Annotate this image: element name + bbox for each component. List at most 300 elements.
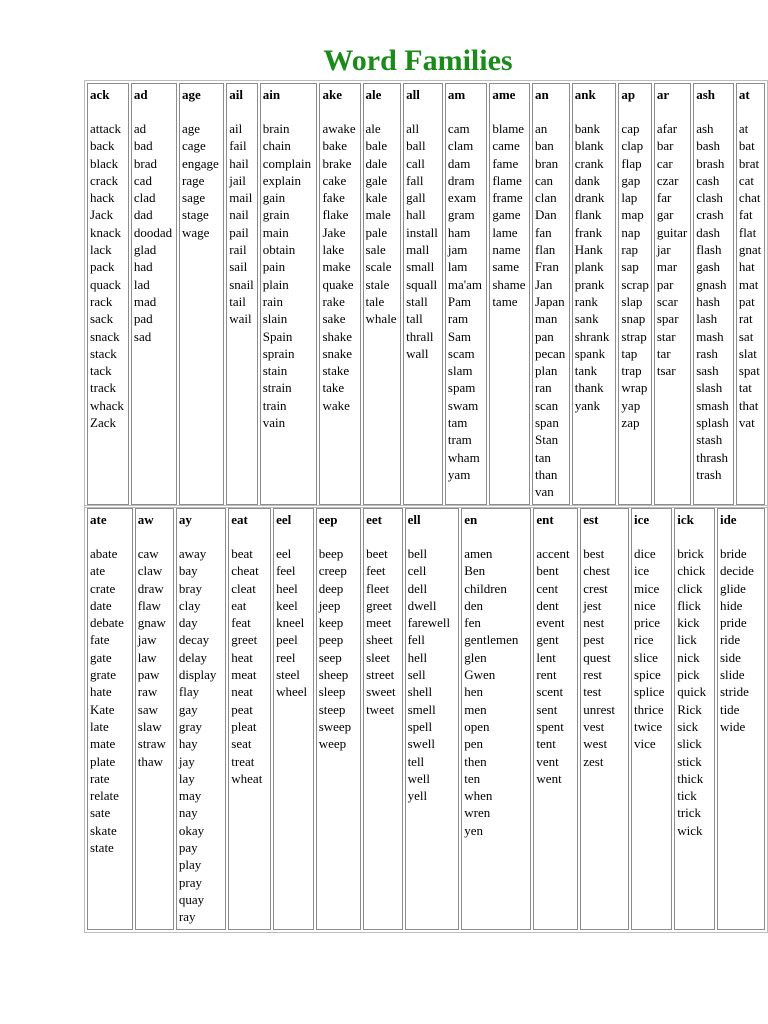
word-item: bray <box>178 580 202 596</box>
word-item: male <box>365 207 391 223</box>
word-item: delay <box>178 649 208 665</box>
word-family-column-ash <box>693 83 734 505</box>
word-item: than <box>535 466 558 482</box>
word-item: yap <box>621 397 641 413</box>
word-item: gentlemen <box>464 632 519 648</box>
word-item: keep <box>318 615 344 631</box>
word-item: wham <box>447 449 480 465</box>
word-item: slick <box>677 736 702 752</box>
column-header: eet <box>366 512 382 527</box>
column-header: ail <box>229 87 243 102</box>
word-item: crate <box>90 580 116 596</box>
word-item: fleet <box>366 580 390 596</box>
column-header: est <box>583 512 599 527</box>
column-header: ide <box>719 512 737 527</box>
table-row <box>87 508 765 930</box>
column-header: am <box>447 87 466 102</box>
word-item: peel <box>276 632 298 648</box>
word-item: men <box>464 701 487 717</box>
word-item: wide <box>719 718 746 734</box>
word-item: jam <box>447 242 468 258</box>
word-item: star <box>656 328 676 344</box>
word-item: bar <box>656 138 674 154</box>
word-item: snap <box>621 311 646 327</box>
word-item: peep <box>318 632 344 648</box>
word-item: lake <box>322 242 345 258</box>
word-item: Hank <box>574 242 603 258</box>
word-family-column-eep <box>316 508 361 930</box>
word-item: brat <box>738 155 760 171</box>
word-family-column-ate <box>87 508 133 930</box>
word-item: ad <box>133 121 147 136</box>
word-item: gram <box>447 207 475 223</box>
word-item: lam <box>447 259 468 275</box>
word-item: cap <box>621 121 640 136</box>
word-item: ball <box>406 138 426 154</box>
word-item: scan <box>535 397 559 413</box>
word-item: chest <box>583 563 610 579</box>
word-item: sank <box>574 311 599 327</box>
word-item: par <box>656 276 674 292</box>
word-item: fen <box>464 615 481 631</box>
word-item: grain <box>262 207 290 223</box>
word-item: pest <box>583 632 605 648</box>
word-item: cat <box>738 172 755 188</box>
word-item: dale <box>365 155 388 171</box>
word-item: slat <box>738 345 757 361</box>
word-item: cake <box>322 172 347 188</box>
word-item: exam <box>447 190 477 206</box>
word-item: deep <box>318 580 344 596</box>
word-item: back <box>90 138 115 154</box>
word-item: blank <box>574 138 604 154</box>
word-item: away <box>178 546 207 561</box>
column-header: ell <box>407 512 421 527</box>
word-item: ma'am <box>447 276 483 292</box>
word-item: sweep <box>318 718 352 734</box>
word-families-table-top <box>84 80 768 508</box>
word-item: pecan <box>535 345 566 361</box>
word-item: snack <box>90 328 120 344</box>
word-family-column-ain <box>260 83 318 505</box>
word-item: rent <box>536 667 557 683</box>
word-item: Fran <box>535 259 559 275</box>
word-item: street <box>366 667 395 683</box>
word-item: frame <box>492 190 523 206</box>
word-item: hate <box>90 684 112 700</box>
word-item: yank <box>574 397 601 413</box>
word-item: okay <box>178 822 205 838</box>
word-item: flame <box>492 172 522 188</box>
word-item: wake <box>322 397 350 413</box>
word-item: stain <box>262 363 288 379</box>
word-item: flay <box>178 684 200 700</box>
word-item: Pam <box>447 293 472 309</box>
word-item: fake <box>322 190 345 206</box>
word-item: spar <box>656 311 679 327</box>
word-item: jaw <box>137 632 157 648</box>
word-item: rake <box>322 293 345 309</box>
word-item: far <box>656 190 672 206</box>
word-item: feel <box>276 563 296 579</box>
word-item: jeep <box>318 597 341 613</box>
word-item: hell <box>407 649 428 665</box>
word-item: jar <box>656 242 671 258</box>
word-item: gash <box>696 259 721 275</box>
word-item: rail <box>229 242 247 258</box>
word-item: cell <box>407 563 427 579</box>
word-item: zest <box>583 753 604 769</box>
word-item: tide <box>719 701 740 717</box>
word-item: mice <box>634 580 660 596</box>
word-item: tack <box>90 363 112 379</box>
word-family-column-ad <box>131 83 177 505</box>
word-item: tan <box>535 449 551 465</box>
word-item: complain <box>262 155 312 171</box>
word-item: bent <box>536 563 559 579</box>
word-item: beat <box>231 546 253 561</box>
word-family-column-ar <box>654 83 691 505</box>
word-family-column-est <box>580 508 629 930</box>
word-item: bash <box>696 138 721 154</box>
word-item: jay <box>178 753 195 769</box>
word-item: an <box>535 121 548 136</box>
word-item: bran <box>535 155 559 171</box>
word-item: knack <box>90 224 122 240</box>
word-item: jest <box>583 597 602 613</box>
word-item: fan <box>535 224 552 240</box>
word-item: trash <box>696 466 722 482</box>
word-item: clap <box>621 138 644 154</box>
word-item: slaw <box>137 718 162 734</box>
word-item: cheat <box>231 563 259 579</box>
word-family-column-ent <box>533 508 578 930</box>
column-header: ick <box>677 512 694 527</box>
word-item: chick <box>677 563 706 579</box>
word-item: bell <box>407 546 428 561</box>
word-item: pat <box>738 293 755 309</box>
word-item: gent <box>536 632 559 648</box>
word-item: smash <box>696 397 729 413</box>
word-item: whack <box>90 397 124 413</box>
word-item: rage <box>182 172 205 188</box>
word-item: late <box>90 718 109 734</box>
word-item: mail <box>229 190 253 206</box>
word-item: stack <box>90 345 117 361</box>
word-item: tar <box>656 345 671 361</box>
word-item: vat <box>738 415 755 431</box>
word-item: clay <box>178 597 201 613</box>
word-item: gate <box>90 649 112 665</box>
column-header: ad <box>133 87 148 102</box>
word-item: debate <box>90 615 124 631</box>
word-item: all <box>406 121 420 136</box>
word-item: sate <box>90 805 111 821</box>
word-family-column-en <box>461 508 531 930</box>
word-item: zap <box>621 415 640 431</box>
word-item: sweet <box>366 684 396 700</box>
word-item: cam <box>447 121 470 136</box>
word-item: greet <box>366 597 393 613</box>
word-item: price <box>634 615 661 631</box>
column-header: ack <box>90 87 110 102</box>
word-item: game <box>492 207 521 223</box>
word-item: children <box>464 580 507 596</box>
word-family-column-ail <box>226 83 258 505</box>
word-item: tsar <box>656 363 676 379</box>
word-item: spam <box>447 380 476 396</box>
word-item: bad <box>133 138 153 154</box>
word-item: may <box>178 788 202 804</box>
word-item: that <box>738 397 759 413</box>
word-item: wheel <box>276 684 308 700</box>
word-item: ride <box>719 632 741 648</box>
word-item: thrash <box>696 449 728 465</box>
word-item: tat <box>738 380 752 396</box>
word-item: gnat <box>738 242 762 258</box>
word-item: man <box>535 311 558 327</box>
word-item: tale <box>365 293 385 309</box>
word-item: swell <box>407 736 436 752</box>
word-item: mate <box>90 736 116 752</box>
word-item: neat <box>231 684 253 700</box>
page-title: Word Families <box>323 44 513 77</box>
word-item: trick <box>677 805 702 821</box>
column-header: ap <box>621 87 636 102</box>
word-item: hash <box>696 293 721 309</box>
word-family-column-ale <box>363 83 402 505</box>
word-item: tall <box>406 311 423 327</box>
word-family-column-at <box>736 83 765 505</box>
column-header: ent <box>536 512 554 527</box>
word-item: sent <box>536 701 558 717</box>
word-item: twice <box>634 718 663 734</box>
word-item: afar <box>656 121 678 136</box>
word-item: strap <box>621 328 647 344</box>
word-item: Spain <box>262 328 293 344</box>
word-item: fell <box>407 632 425 648</box>
word-family-column-eet <box>363 508 403 930</box>
word-item: tame <box>492 293 518 309</box>
word-item: stall <box>406 293 428 309</box>
word-item: pail <box>229 224 249 240</box>
word-item: dash <box>696 224 721 240</box>
word-item: rack <box>90 293 113 309</box>
word-item: sell <box>407 667 426 683</box>
column-header: ank <box>574 87 596 102</box>
word-family-column-ap <box>618 83 651 505</box>
word-item: rash <box>696 345 718 361</box>
word-item: side <box>719 649 741 665</box>
word-family-column-aw <box>135 508 174 930</box>
word-item: Zack <box>90 415 116 431</box>
word-item: strain <box>262 380 292 396</box>
word-family-column-ice <box>631 508 672 930</box>
word-item: unrest <box>583 701 616 717</box>
word-item: dad <box>133 207 153 223</box>
word-item: swam <box>447 397 479 413</box>
word-item: pan <box>535 328 554 344</box>
word-item: sleet <box>366 649 390 665</box>
word-item: train <box>262 397 287 413</box>
word-item: quay <box>178 891 205 907</box>
word-family-column-age <box>179 83 224 505</box>
word-item: thrall <box>406 328 434 344</box>
word-item: sprain <box>262 345 295 361</box>
word-item: meat <box>231 667 257 683</box>
word-item: date <box>90 597 112 613</box>
word-item: bale <box>365 138 388 154</box>
column-header: an <box>535 87 549 102</box>
word-item: tell <box>407 753 425 769</box>
word-item: lame <box>492 224 518 240</box>
word-item: crank <box>574 155 604 171</box>
word-item: spice <box>634 667 661 683</box>
word-item: vain <box>262 415 286 431</box>
word-item: claw <box>137 563 163 579</box>
word-item: farewell <box>407 615 451 631</box>
word-item: scam <box>447 345 475 361</box>
word-item: same <box>492 259 520 275</box>
word-item: gray <box>178 718 202 734</box>
word-item: tent <box>536 736 556 752</box>
word-item: ban <box>535 138 554 154</box>
word-item: slice <box>634 649 658 665</box>
word-item: glide <box>719 580 746 596</box>
word-item: frank <box>574 224 603 240</box>
word-item: sad <box>133 328 152 344</box>
word-item: hall <box>406 207 426 223</box>
word-item: brad <box>133 155 158 171</box>
word-item: bake <box>322 138 348 154</box>
word-item: rice <box>634 632 654 648</box>
column-header: ar <box>656 87 670 102</box>
word-item: bay <box>178 563 198 579</box>
word-item: play <box>178 857 202 873</box>
word-item: attack <box>90 121 122 136</box>
word-item: sheet <box>366 632 393 648</box>
word-item: ice <box>634 563 650 579</box>
word-item: tram <box>447 432 472 448</box>
word-family-column-ake <box>319 83 360 505</box>
word-item: west <box>583 736 608 752</box>
word-family-column-am <box>445 83 487 505</box>
word-item: Jack <box>90 207 114 223</box>
word-family-column-eel <box>273 508 314 930</box>
word-item: sleep <box>318 684 346 700</box>
column-header: eel <box>276 512 292 527</box>
column-header: ale <box>365 87 382 102</box>
word-item: ham <box>447 224 471 240</box>
word-family-column-ell <box>405 508 460 930</box>
word-item: ail <box>229 121 243 136</box>
word-item: flat <box>738 224 757 240</box>
word-item: rain <box>262 293 283 309</box>
word-item: quack <box>90 276 122 292</box>
word-item: whale <box>365 311 397 327</box>
word-item: sage <box>182 190 206 206</box>
word-item: tam <box>447 415 468 431</box>
word-item: squall <box>406 276 438 292</box>
word-item: click <box>677 580 703 596</box>
word-item: cad <box>133 172 152 188</box>
word-item: Jan <box>535 276 553 292</box>
word-item: went <box>536 770 562 786</box>
word-item: gain <box>262 190 286 206</box>
word-item: then <box>464 753 487 769</box>
word-item: flap <box>621 155 642 171</box>
word-item: meet <box>366 615 392 631</box>
word-item: Rick <box>677 701 702 717</box>
word-item: pale <box>365 224 388 240</box>
word-item: stash <box>696 432 723 448</box>
word-item: guitar <box>656 224 688 240</box>
word-item: brake <box>322 155 352 171</box>
word-item: lick <box>677 632 697 648</box>
word-item: lap <box>621 190 638 206</box>
word-item: stale <box>365 276 390 292</box>
word-item: yell <box>407 788 428 804</box>
word-item: vent <box>536 753 559 769</box>
word-item: drank <box>574 190 605 206</box>
word-item: gay <box>178 701 198 717</box>
word-item: scale <box>365 259 392 275</box>
word-item: mash <box>696 328 724 344</box>
word-item: glad <box>133 242 157 258</box>
word-item: eat <box>231 597 247 613</box>
word-item: van <box>535 484 554 500</box>
word-item: creep <box>318 563 347 579</box>
word-item: raw <box>137 684 158 700</box>
word-item: blame <box>492 121 525 136</box>
word-item: tweet <box>366 701 395 717</box>
word-item: paw <box>137 667 160 683</box>
word-item: rank <box>574 293 598 309</box>
word-item: ale <box>365 121 381 136</box>
word-item: gap <box>621 172 641 188</box>
word-item: awake <box>322 121 356 136</box>
word-item: gar <box>656 207 674 223</box>
word-item: wren <box>464 805 491 821</box>
column-header: ame <box>492 87 516 102</box>
word-item: sap <box>621 259 639 275</box>
word-item: crest <box>583 580 608 596</box>
word-item: slap <box>621 293 643 309</box>
word-item: dam <box>447 155 471 171</box>
column-header: aw <box>137 512 154 527</box>
word-item: cent <box>536 580 559 596</box>
word-item: gale <box>365 172 388 188</box>
word-item: yam <box>447 466 471 482</box>
word-item: gnaw <box>137 615 166 631</box>
word-item: fall <box>406 172 424 188</box>
word-item: wage <box>182 224 210 240</box>
word-item: span <box>535 415 559 431</box>
word-item: relate <box>90 788 119 804</box>
word-item: feat <box>231 615 251 631</box>
word-item: ram <box>447 311 469 327</box>
word-item: shame <box>492 276 526 292</box>
word-item: pain <box>262 259 286 275</box>
column-header: ay <box>178 512 192 527</box>
word-family-column-ick <box>674 508 715 930</box>
word-item: scrap <box>621 276 649 292</box>
word-item: spell <box>407 718 433 734</box>
word-item: stride <box>719 684 749 700</box>
word-item: plan <box>535 363 558 379</box>
word-item: seep <box>318 649 342 665</box>
word-item: main <box>262 224 289 240</box>
